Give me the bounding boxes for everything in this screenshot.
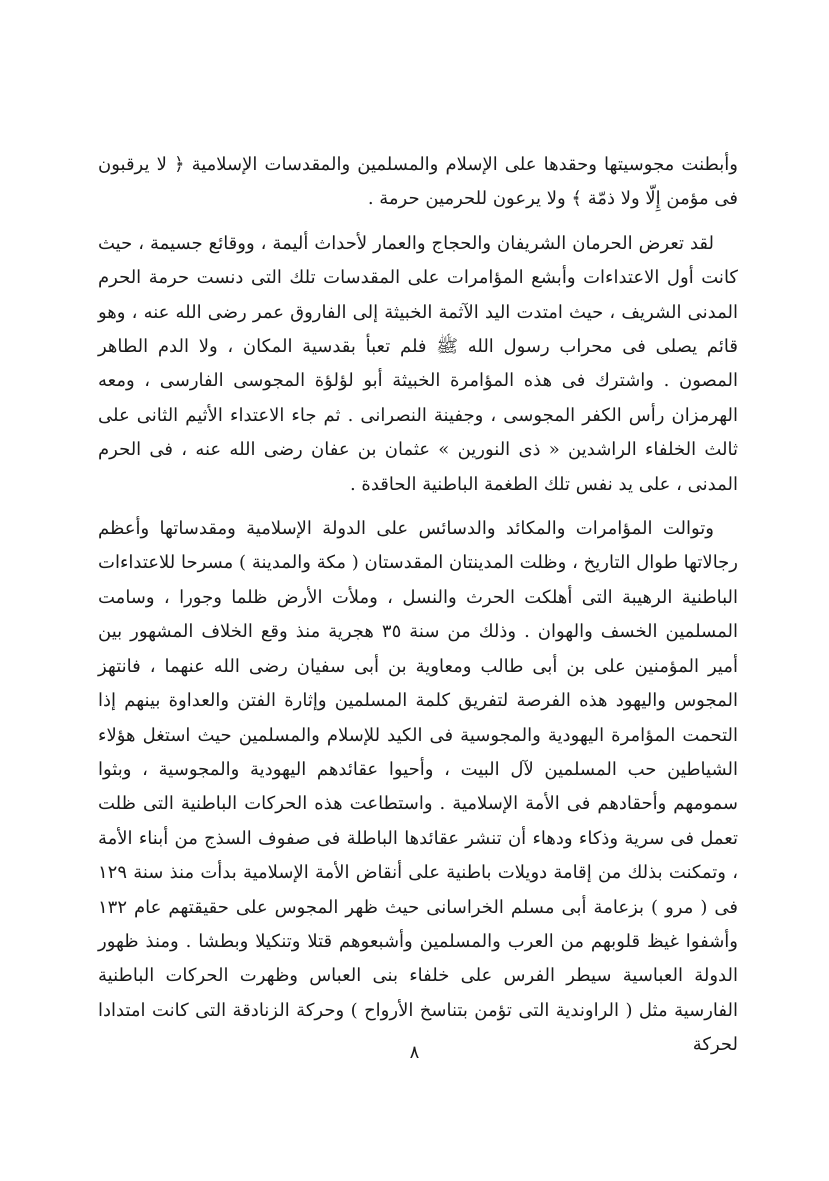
paragraph-3: وتوالت المؤامرات والمكائد والدسائس على الدولة الإسلامية ومقدساتها وأعظم رجالاتها طوال التاريخ ، وظلت المدينتان المقدستان ( مكة والمدينة ) مسرحا للاعتداءات الباطنية الرهيبة التى أهلكت الحرث والنسل ، وملأت الأرض ظلما وجورا ، وسامت المسلمين الخسف والهوان . وذلك من سنة ٣٥ هجرية منذ وقع الخلاف المشهور بين أمير المؤمنين على بن أبى طالب ومعاوية بن أبى سفيان رضى الله عنهما ، فانتهز المجوس واليهود هذه الفرصة لتفريق كلمة المسلمين وإثارة الفتن والعداوة بينهم إذا التحمت المؤامرة اليهودية والمجوسية فى الكيد للإسلام والمسلمين حيث استغل هؤلاء الشياطين حب المسلمين لآل البيت ، وأحيوا عقائدهم اليهودية والمجوسية ، وبثوا سمومهم وأحقادهم فى الأمة الإسلامية . واستطاعت هذه الحركات الباطنية التى ظلت تعمل فى سرية وذكاء ودهاء أن تنشر عقائدها الباطلة فى صفوف السذج من أبناء الأمة ، وتمكنت بذلك من إقامة دويلات باطنية على أنقاض الأمة الإسلامية بدأت منذ سنة ١٢٩ فى ( مرو ) بزعامة أبى مسلم الخراسانى حيث ظهر المجوس على حقيقتهم عام ١٣٢ وأشفوا غيظ قلوبهم من العرب والمسلمين وأشبعوهم قتلا وتنكيلا وبطشا . ومنذ ظهور الدولة العباسية سيطر الفرس على خلفاء بنى العباس وظهرت الحركات الباطنية الفارسية مثل ( الراوندية التى تؤمن بتناسخ الأرواح ) وحركة الزنادقة التى كانت امتدادا لحركة: [98, 518, 738, 1056]
page-number: ٨: [409, 1042, 420, 1063]
body-text: [98, 148, 738, 1063]
paragraph-2: لقد تعرض الحرمان الشريفان والحجاج والعمار لأحداث أليمة ، ووقائع جسيمة ، حيث كانت أول الاعتداءات وأبشع المؤامرات على المقدسات تلك التى دنست حرمة الحرم المدنى الشريف ، حيث امتدت اليد الآثمة الخبيثة إلى الفاروق عمر رضى الله عنه ، وهو قائم يصلى فى محراب رسول الله ﷺ فلم تعبأ بقدسية المكان ، ولا الدم الطاهر المصون . واشترك فى هذه المؤامرة الخبيثة أبو لؤلؤة المجوسى الفارسى ، ومعه الهرمزان رأس الكفر المجوسى ، وجفينة النصرانى . ثم جاء الاعتداء الأثيم الثانى على ثالث الخلفاء الراشدين « ذى النورين » عثمان بن عفان رضى الله عنه ، فى الحرم المدنى ، على يد نفس تلك الطغمة الباطنية الحاقدة .: [98, 232, 738, 495]
paragraph-1: وأبطنت مجوسيتها وحقدها على الإسلام والمسلمين والمقدسات الإسلامية ﴿ لا يرقبون فى مؤمن إِلّا ولا ذمّة ﴾ ولا يرعون للحرمين حرمة .: [98, 154, 738, 210]
